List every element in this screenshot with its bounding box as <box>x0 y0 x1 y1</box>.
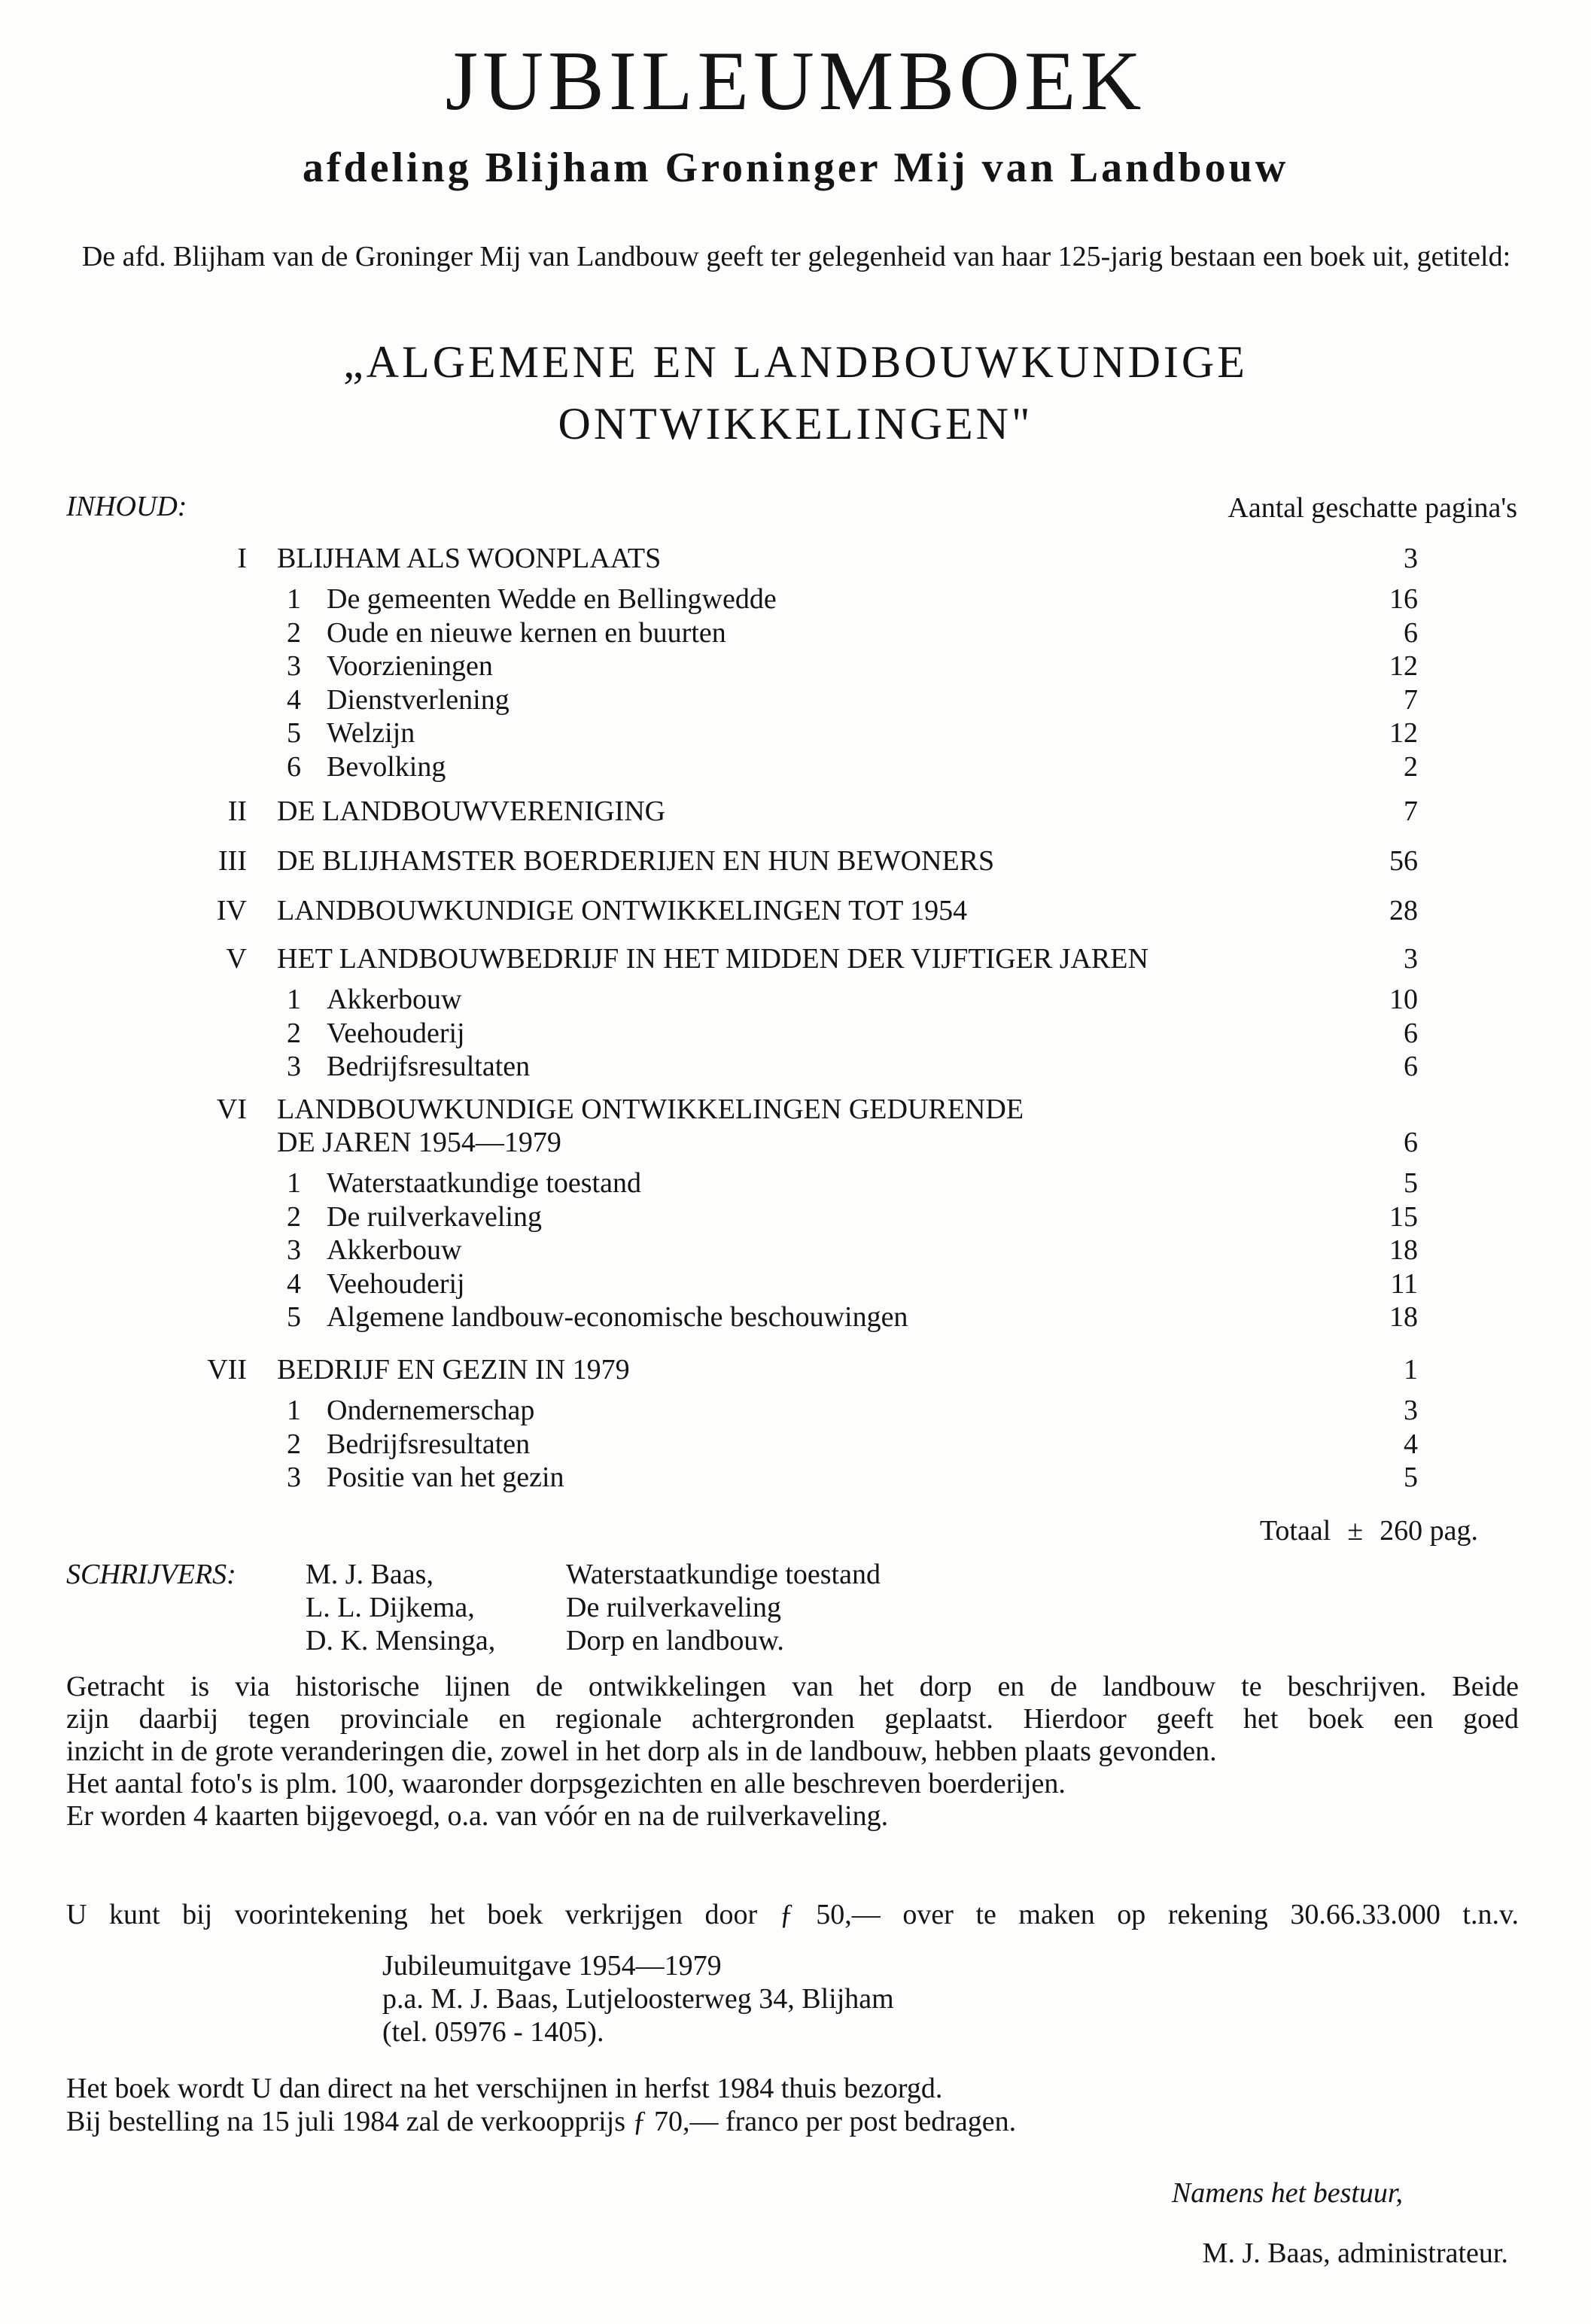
section-number: 6 <box>287 750 301 783</box>
section-title: Algemene landbouw-economische beschouwingen <box>327 1301 908 1333</box>
chapter-title-continued: DE JAREN 1954—1979 <box>277 1127 561 1158</box>
section-row <box>0 649 1591 683</box>
chapter-pages: 1 <box>1404 1354 1418 1386</box>
order-instructions: U kunt bij voorintekening het boek verkrijgen door ƒ 50,— over te maken op rekening 30.66.33.000 t.n.v. <box>66 1899 1519 1930</box>
chapter-title: LANDBOUWKUNDIGE ONTWIKKELINGEN GEDURENDE <box>277 1094 1024 1125</box>
chapter-pages: 3 <box>1404 543 1418 574</box>
section-number: 2 <box>287 1200 301 1233</box>
section-row <box>0 983 1591 1016</box>
chapter-row <box>0 795 1591 828</box>
section-row <box>0 616 1591 649</box>
chapter-pages: 3 <box>1404 943 1418 975</box>
section-row <box>0 1394 1591 1427</box>
section-title: Waterstaatkundige toestand <box>327 1167 641 1199</box>
section-title: De ruilverkaveling <box>327 1200 542 1233</box>
section-pages: 6 <box>1404 616 1418 649</box>
description-paragraph <box>66 1671 1519 1833</box>
chapter-pages: 28 <box>1389 895 1418 926</box>
chapter-row <box>0 894 1591 927</box>
author-name: D. K. Mensinga, <box>306 1625 496 1656</box>
section-pages: 11 <box>1390 1267 1418 1300</box>
pages-column-header: Aantal geschatte pagina's <box>1227 492 1517 524</box>
section-row <box>0 1428 1591 1461</box>
chapter-title: DE LANDBOUWVERENIGING <box>277 795 666 827</box>
address-line: (tel. 05976 - 1405). <box>382 2016 604 2048</box>
chapter-number: VI <box>216 1094 247 1125</box>
author-topic: De ruilverkaveling <box>566 1592 781 1623</box>
section-pages: 15 <box>1389 1200 1418 1233</box>
section-number: 1 <box>287 984 301 1015</box>
section-number: 1 <box>287 1167 301 1199</box>
description-line: inzicht in de grote veranderingen die, zowel in het dorp als in de landbouw, hebben plaats gevonden. <box>66 1735 1217 1767</box>
section-pages: 5 <box>1404 1167 1418 1199</box>
author-topic: Waterstaatkundige toestand <box>566 1559 881 1590</box>
section-number: 2 <box>287 1428 301 1460</box>
chapter-number: III <box>218 845 247 877</box>
section-title: Dienstverlening <box>327 683 510 716</box>
book-title-line-1: „ALGEMENE EN LANDBOUWKUNDIGE <box>343 337 1248 387</box>
delivery-line: Bij bestelling na 15 juli 1984 zal de verkoopprijs ƒ 70,— franco per post bedragen. <box>66 2106 1017 2137</box>
section-title: Positie van het gezin <box>327 1462 564 1493</box>
book-title <box>0 331 1591 455</box>
section-pages: 7 <box>1404 683 1418 716</box>
section-number: 3 <box>287 1462 301 1493</box>
section-title: Oude en nieuwe kernen en buurten <box>327 616 726 649</box>
chapter-title: BLIJHAM ALS WOONPLAATS <box>277 543 662 574</box>
signature-label: Namens het bestuur, <box>1171 2177 1403 2209</box>
chapter-pages: 6 <box>1404 1127 1418 1158</box>
description-line: Getracht is via historische lijnen de ontwikkelingen van het dorp en de landbouw te beschrijven. Beide <box>66 1671 1519 1702</box>
chapter-row <box>0 1353 1591 1386</box>
section-row <box>0 1461 1591 1494</box>
chapter-number: I <box>237 543 247 574</box>
description-line: Er worden 4 kaarten bijgevoegd, o.a. van vóór en na de ruilverkaveling. <box>66 1800 889 1832</box>
order-address <box>382 1949 894 2049</box>
chapter-row <box>0 844 1591 878</box>
delivery-info <box>66 2072 1016 2138</box>
section-pages: 2 <box>1404 750 1418 783</box>
chapter-title: DE BLIJHAMSTER BOERDERIJEN EN HUN BEWONERS <box>277 845 995 877</box>
chapter-title: LANDBOUWKUNDIGE ONTWIKKELINGEN TOT 1954 <box>277 895 968 926</box>
section-pages: 6 <box>1404 1051 1418 1082</box>
intro-text: De afd. Blijham van de Groninger Mij van Landbouw geeft ter gelegenheid van haar 125-jarig bestaan een boek uit, getiteld: <box>81 241 1511 272</box>
description-line: Het aantal foto's is plm. 100, waaronder dorpsgezichten en alle beschreven boerderijen. <box>66 1768 1066 1799</box>
section-row <box>0 1233 1591 1267</box>
section-title: Veehouderij <box>327 1267 465 1300</box>
section-row <box>0 1200 1591 1233</box>
section-number: 1 <box>287 1395 301 1426</box>
total-plus-minus: ± <box>1347 1515 1364 1547</box>
section-title: De gemeenten Wedde en Bellingwedde <box>327 583 777 615</box>
section-title: Akkerbouw <box>327 984 462 1015</box>
author-name: M. J. Baas, <box>306 1559 433 1590</box>
section-pages: 18 <box>1389 1234 1418 1266</box>
section-number: 5 <box>287 717 301 749</box>
chapter-title: BEDRIJF EN GEZIN IN 1979 <box>277 1354 630 1386</box>
section-title: Akkerbouw <box>327 1234 462 1266</box>
author-topic: Dorp en landbouw. <box>566 1625 784 1656</box>
section-title: Voorzieningen <box>327 650 493 682</box>
section-number: 4 <box>287 683 301 716</box>
section-row <box>0 716 1591 750</box>
section-pages: 18 <box>1389 1301 1418 1333</box>
page-subtitle: afdeling Blijham Groninger Mij van Landbouw <box>302 144 1289 191</box>
chapter-row <box>0 1093 1591 1126</box>
section-row <box>0 1050 1591 1083</box>
section-number: 2 <box>287 616 301 649</box>
section-number: 4 <box>287 1267 301 1300</box>
section-pages: 6 <box>1404 1017 1418 1049</box>
section-pages: 4 <box>1404 1428 1418 1460</box>
total-label: Totaal <box>1259 1515 1331 1547</box>
section-title: Veehouderij <box>327 1017 465 1049</box>
section-row <box>0 1300 1591 1334</box>
section-row <box>0 1167 1591 1200</box>
chapter-number: II <box>227 795 247 827</box>
page-title: JUBILEUMBOEK <box>445 35 1146 128</box>
section-number: 5 <box>287 1301 301 1333</box>
section-pages: 12 <box>1389 650 1418 682</box>
authors-label: SCHRIJVERS: <box>66 1559 236 1590</box>
section-title: Welzijn <box>327 717 415 749</box>
section-row <box>0 1017 1591 1050</box>
address-line: Jubileumuitgave 1954—1979 <box>382 1950 722 1982</box>
section-number: 3 <box>287 1234 301 1266</box>
section-number: 3 <box>287 650 301 682</box>
chapter-pages: 7 <box>1404 795 1418 827</box>
section-row <box>0 583 1591 616</box>
description-line: zijn daarbij tegen provinciale en regionale achtergronden geplaatst. Hierdoor geeft het boek een goed <box>66 1703 1519 1735</box>
section-title: Ondernemerschap <box>327 1395 535 1426</box>
section-number: 2 <box>287 1017 301 1049</box>
section-row <box>0 1267 1591 1300</box>
section-row <box>0 750 1591 783</box>
section-row <box>0 683 1591 716</box>
total-value: 260 pag. <box>1380 1515 1478 1547</box>
contents-label: INHOUD: <box>66 491 187 522</box>
section-pages: 16 <box>1389 583 1418 615</box>
chapter-pages: 56 <box>1389 845 1418 877</box>
section-pages: 3 <box>1404 1395 1418 1426</box>
section-number: 1 <box>287 583 301 615</box>
total-pages <box>1260 1514 1478 1547</box>
section-pages: 12 <box>1389 717 1418 749</box>
signature-name: M. J. Baas, administrateur. <box>1202 2237 1508 2269</box>
section-title: Bedrijfsresultaten <box>327 1428 531 1460</box>
chapter-number: V <box>226 943 247 975</box>
chapter-row <box>0 542 1591 575</box>
book-title-line-2: ONTWIKKELINGEN" <box>558 399 1033 449</box>
section-number: 3 <box>287 1051 301 1082</box>
chapter-number: VII <box>207 1354 247 1386</box>
chapter-row <box>0 942 1591 975</box>
section-title: Bevolking <box>327 750 446 783</box>
address-line: p.a. M. J. Baas, Lutjeloosterweg 34, Blijham <box>382 1983 894 2015</box>
author-name: L. L. Dijkema, <box>306 1592 475 1623</box>
chapter-row-continued <box>0 1126 1591 1159</box>
section-title: Bedrijfsresultaten <box>327 1051 531 1082</box>
section-pages: 10 <box>1389 984 1418 1015</box>
delivery-line: Het boek wordt U dan direct na het verschijnen in herfst 1984 thuis bezorgd. <box>66 2073 943 2104</box>
chapter-number: IV <box>216 895 247 926</box>
section-pages: 5 <box>1404 1462 1418 1493</box>
chapter-title: HET LANDBOUWBEDRIJF IN HET MIDDEN DER VIJFTIGER JAREN <box>277 943 1148 975</box>
